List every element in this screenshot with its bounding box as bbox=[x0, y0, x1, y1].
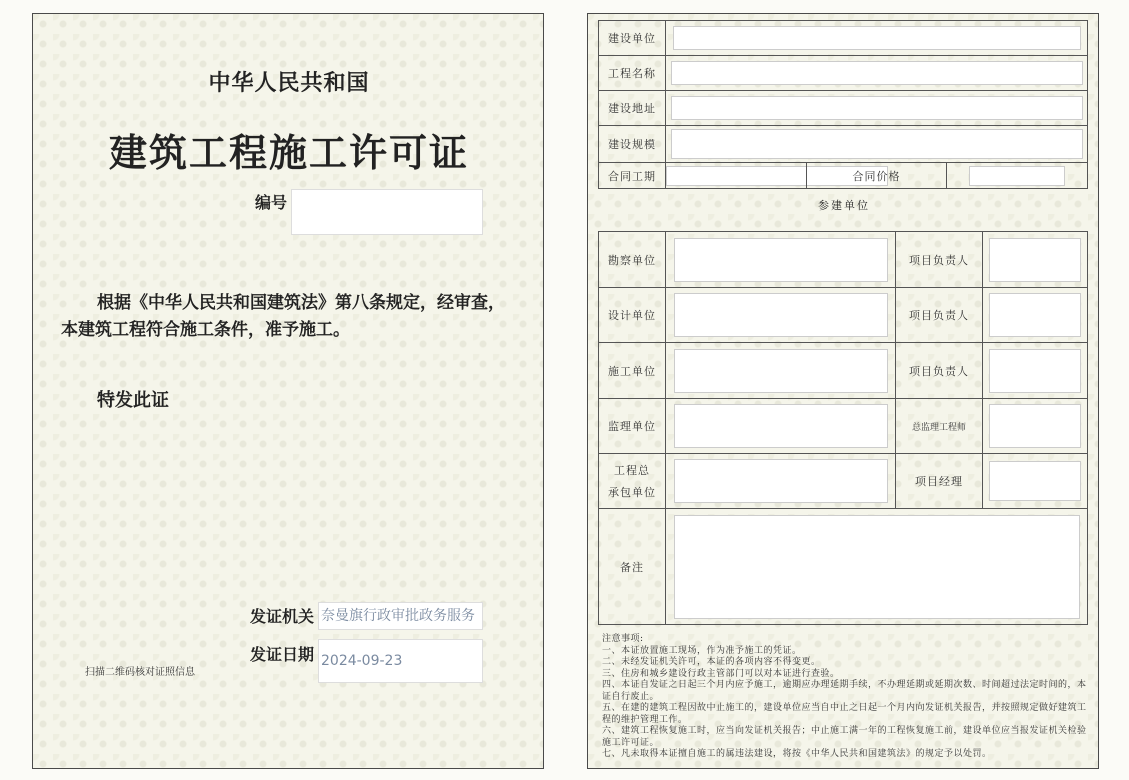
project-name-field bbox=[671, 61, 1083, 85]
note-item-1: 一、本证放置施工现场，作为准予施工的凭证。 bbox=[602, 645, 802, 656]
scale-label: 建设规模 bbox=[599, 126, 666, 163]
remarks-cell bbox=[666, 509, 1088, 625]
general-contractor-label-line2: 承包单位 bbox=[608, 486, 656, 499]
certificate-body-text: 根据《中华人民共和国建筑法》第八条规定，经审查，本建筑工程符合施工条件，准予施工。 bbox=[61, 293, 505, 340]
remarks-field bbox=[674, 515, 1080, 619]
design-unit-field bbox=[674, 293, 888, 337]
issue-date-field: 2024-09-23 bbox=[318, 639, 483, 683]
general-contractor-label bbox=[599, 454, 666, 509]
contract-price-label: 合同价格 bbox=[806, 163, 947, 189]
issue-date-label: 发证日期 bbox=[250, 645, 315, 664]
survey-unit-field bbox=[674, 238, 888, 282]
survey-unit-cell bbox=[666, 232, 896, 288]
supervision-unit-label: 监理单位 bbox=[599, 399, 666, 454]
remarks-label: 备注 bbox=[599, 509, 666, 625]
design-pm-label: 项目负责人 bbox=[896, 288, 983, 343]
note-item-7: 七、凡未取得本证擅自施工的属违法建设，将按《中华人民共和国建筑法》的规定予以处罚。 bbox=[602, 749, 992, 759]
participants-caption: 参建单位 bbox=[818, 199, 870, 212]
construction-unit-field bbox=[674, 349, 888, 393]
certificate-number-field bbox=[291, 189, 483, 235]
certificate-front-page bbox=[32, 13, 544, 769]
construction-unit-cell bbox=[666, 343, 896, 399]
construction-unit-label: 施工单位 bbox=[599, 343, 666, 399]
survey-pm-label: 项目负责人 bbox=[896, 232, 983, 288]
build-unit-cell bbox=[666, 21, 1088, 56]
note-item-3: 三、住房和城乡建设行政主管部门可以对本证进行查验。 bbox=[602, 668, 840, 679]
chief-supervisor-cell bbox=[983, 399, 1088, 454]
notes-heading: 注意事项: bbox=[602, 634, 644, 644]
note-item-6: 六、建筑工程恢复施工时，应当向发证机关报告；中止施工满一年的工程恢复施工前，建设单位应当报发证机关检验施工许可证。 bbox=[602, 726, 1087, 748]
country-title: 中华人民共和国 bbox=[208, 70, 370, 96]
project-info-table bbox=[598, 20, 1088, 189]
scale-field bbox=[671, 129, 1083, 159]
contract-period-cell bbox=[666, 163, 807, 189]
contract-price-field bbox=[969, 166, 1065, 186]
scale-cell bbox=[666, 126, 1088, 163]
special-issue-text: 特发此证 bbox=[97, 390, 169, 411]
design-pm-field bbox=[989, 293, 1081, 337]
project-manager-cell bbox=[983, 454, 1088, 509]
contract-period-label: 合同工期 bbox=[599, 163, 666, 189]
certificate-back-page bbox=[587, 13, 1099, 769]
address-label: 建设地址 bbox=[599, 91, 666, 126]
issuer-field: 奈曼旗行政审批政务服务 bbox=[318, 602, 483, 630]
general-contractor-field bbox=[674, 459, 888, 503]
note-item-2: 二、未经发证机关许可，本证的各项内容不得变更。 bbox=[602, 657, 821, 667]
chief-supervisor-field bbox=[989, 404, 1081, 448]
supervision-unit-cell bbox=[666, 399, 896, 454]
chief-supervisor-label: 总监理工程师 bbox=[896, 399, 983, 454]
construction-pm-cell bbox=[983, 343, 1088, 399]
project-name-cell bbox=[666, 56, 1088, 91]
general-contractor-label-line1: 工程总 bbox=[614, 464, 650, 477]
supervision-unit-field bbox=[674, 404, 888, 448]
address-field bbox=[671, 96, 1083, 120]
project-manager-label: 项目经理 bbox=[896, 454, 983, 509]
qr-verify-note: 扫描二维码核对证照信息 bbox=[85, 667, 195, 678]
design-unit-cell bbox=[666, 288, 896, 343]
issuer-label: 发证机关 bbox=[250, 607, 315, 626]
design-pm-cell bbox=[983, 288, 1088, 343]
build-unit-label: 建设单位 bbox=[599, 21, 666, 56]
construction-pm-field bbox=[989, 349, 1081, 393]
note-item-5: 五、在建的建筑工程因故中止施工的，建设单位应当自中止之日起一个月内向发证机关报告，并按照规定做好建筑工程的维护管理工作。 bbox=[602, 703, 1087, 725]
certificate-number-label: 编号 bbox=[255, 193, 288, 212]
construction-pm-label: 项目负责人 bbox=[896, 343, 983, 399]
design-unit-label: 设计单位 bbox=[599, 288, 666, 343]
project-manager-field bbox=[989, 461, 1081, 501]
build-unit-field bbox=[673, 26, 1081, 50]
note-item-4: 四、本证自发证之日起三个月内应予施工，逾期应办理延期手续，不办理延期或延期次数、时间超过法定时间的，本证自行废止。 bbox=[602, 680, 1087, 702]
project-name-label: 工程名称 bbox=[599, 56, 666, 91]
certificate-title: 建筑工程施工许可证 bbox=[108, 130, 469, 175]
survey-unit-label: 勘察单位 bbox=[599, 232, 666, 288]
survey-pm-field bbox=[989, 238, 1081, 282]
contract-price-cell bbox=[947, 163, 1088, 189]
survey-pm-cell bbox=[983, 232, 1088, 288]
notes-section bbox=[602, 634, 1088, 761]
general-contractor-cell bbox=[666, 454, 896, 509]
participants-table bbox=[598, 231, 1088, 625]
address-cell bbox=[666, 91, 1088, 126]
